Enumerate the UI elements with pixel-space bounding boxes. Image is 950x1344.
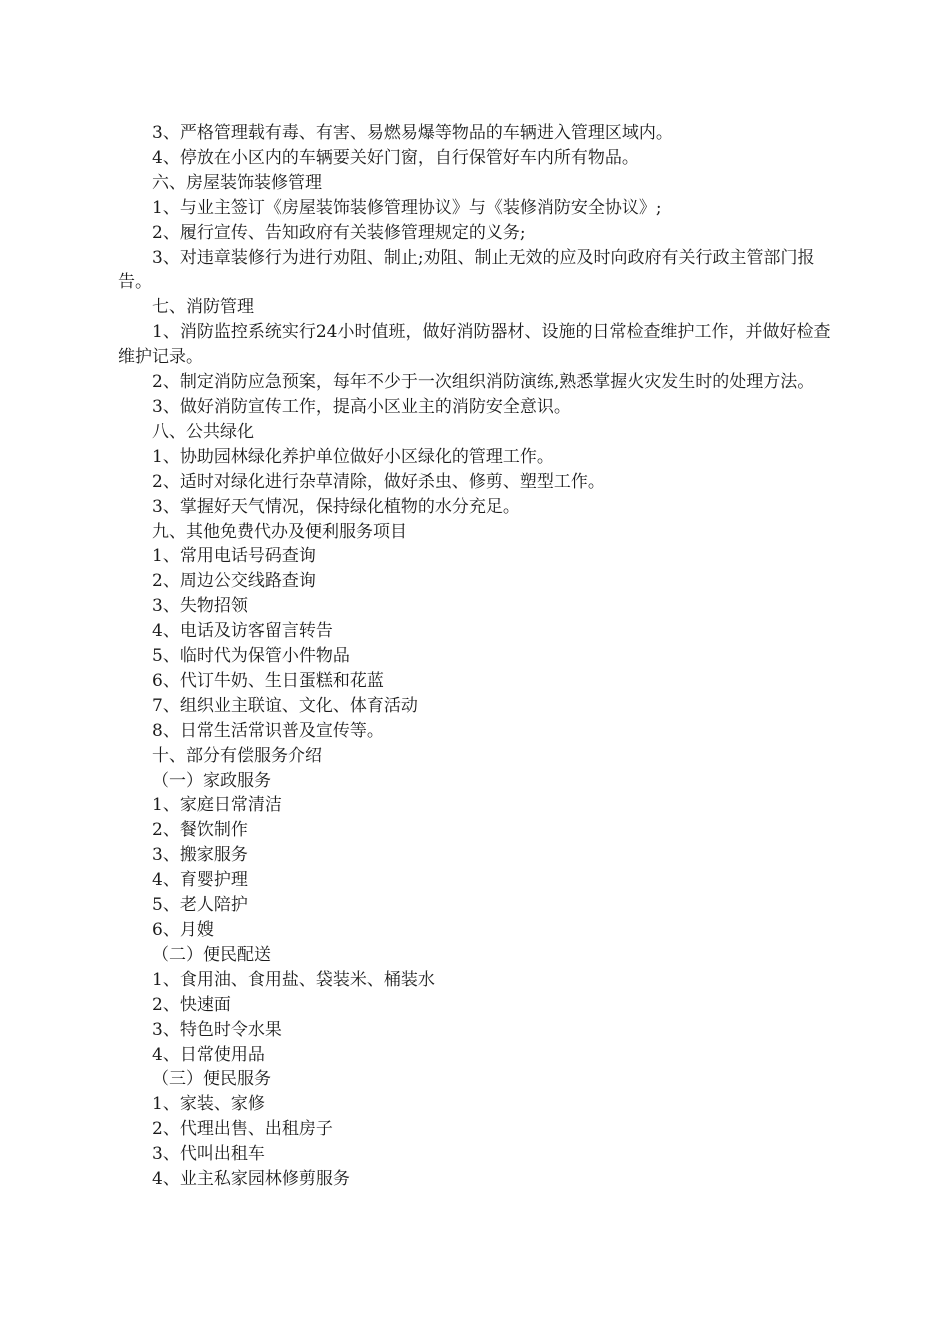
paragraph: 3、严格管理载有毒、有害、易燃易爆等物品的车辆进入管理区域内。 <box>152 123 673 143</box>
list-item: 2、快速面 <box>152 994 231 1015</box>
section-heading: 九、其他免费代办及便利服务项目 <box>152 521 407 542</box>
paragraph: 3、掌握好天气情况，保持绿化植物的水分充足。 <box>152 496 520 517</box>
list-item: 3、特色时令水果 <box>152 1019 282 1040</box>
list-item: 1、食用油、食用盐、袋装米、桶装水 <box>152 969 435 990</box>
paragraph: 1、消防监控系统实行24小时值班，做好消防器材、设施的日常检查维护工作，并做好检查维护记录。 <box>118 322 831 368</box>
list-item: 3、失物招领 <box>152 596 248 617</box>
section-heading: 七、消防管理 <box>152 297 254 318</box>
list-item: 6、月嫂 <box>152 920 214 940</box>
list-item: 6、代订牛奶、生日蛋糕和花蓝 <box>152 670 384 691</box>
list-item: 8、日常生活常识普及宣传等。 <box>152 720 384 741</box>
list-item: 1、家庭日常清洁 <box>152 795 282 816</box>
paragraph: 3、对违章装修行为进行劝阻、制止;劝阻、制止无效的应及时向政府有关行政主管部门报告。 <box>118 247 815 293</box>
list-item: 4、业主私家园林修剪服务 <box>152 1169 350 1190</box>
paragraph: 3、做好消防宣传工作，提高小区业主的消防安全意识。 <box>152 396 571 417</box>
list-item: 5、临时代为保管小件物品 <box>152 646 350 667</box>
list-item: 4、电话及访客留言转告 <box>152 621 333 642</box>
paragraph: 1、协助园林绿化养护单位做好小区绿化的管理工作。 <box>152 446 554 467</box>
paragraph: 2、制定消防应急预案，每年不少于一次组织消防演练,熟悉掌握火灾发生时的处理方法。 <box>152 372 815 393</box>
subsection-heading: （三）便民服务 <box>152 1069 271 1090</box>
subsection-heading: （二）便民配送 <box>152 944 271 965</box>
list-item: 7、组织业主联谊、文化、体育活动 <box>152 695 418 716</box>
section-heading: 八、公共绿化 <box>152 421 254 442</box>
list-item: 3、代叫出租车 <box>152 1144 265 1165</box>
subsection-heading: （一）家政服务 <box>152 770 271 791</box>
list-item: 2、餐饮制作 <box>152 820 248 841</box>
list-item: 4、日常使用品 <box>152 1044 265 1065</box>
list-item: 4、育婴护理 <box>152 870 248 891</box>
list-item: 5、老人陪护 <box>152 895 248 916</box>
paragraph: 1、与业主签订《房屋装饰装修管理协议》与《装修消防安全协议》; <box>152 197 662 218</box>
list-item: 3、搬家服务 <box>152 845 248 866</box>
paragraph: 4、停放在小区内的车辆要关好门窗，自行保管好车内所有物品。 <box>152 147 639 168</box>
list-item: 1、家装、家修 <box>152 1094 265 1115</box>
list-item: 2、周边公交线路查询 <box>152 571 316 592</box>
document-body <box>118 121 834 1192</box>
paragraph: 2、适时对绿化进行杂草清除，做好杀虫、修剪、塑型工作。 <box>152 471 605 492</box>
section-heading: 六、房屋装饰装修管理 <box>152 172 322 193</box>
paragraph: 2、履行宣传、告知政府有关装修管理规定的义务; <box>152 222 526 243</box>
list-item: 2、代理出售、出租房子 <box>152 1119 333 1140</box>
section-heading: 十、部分有偿服务介绍 <box>152 745 322 766</box>
list-item: 1、常用电话号码查询 <box>152 546 316 567</box>
